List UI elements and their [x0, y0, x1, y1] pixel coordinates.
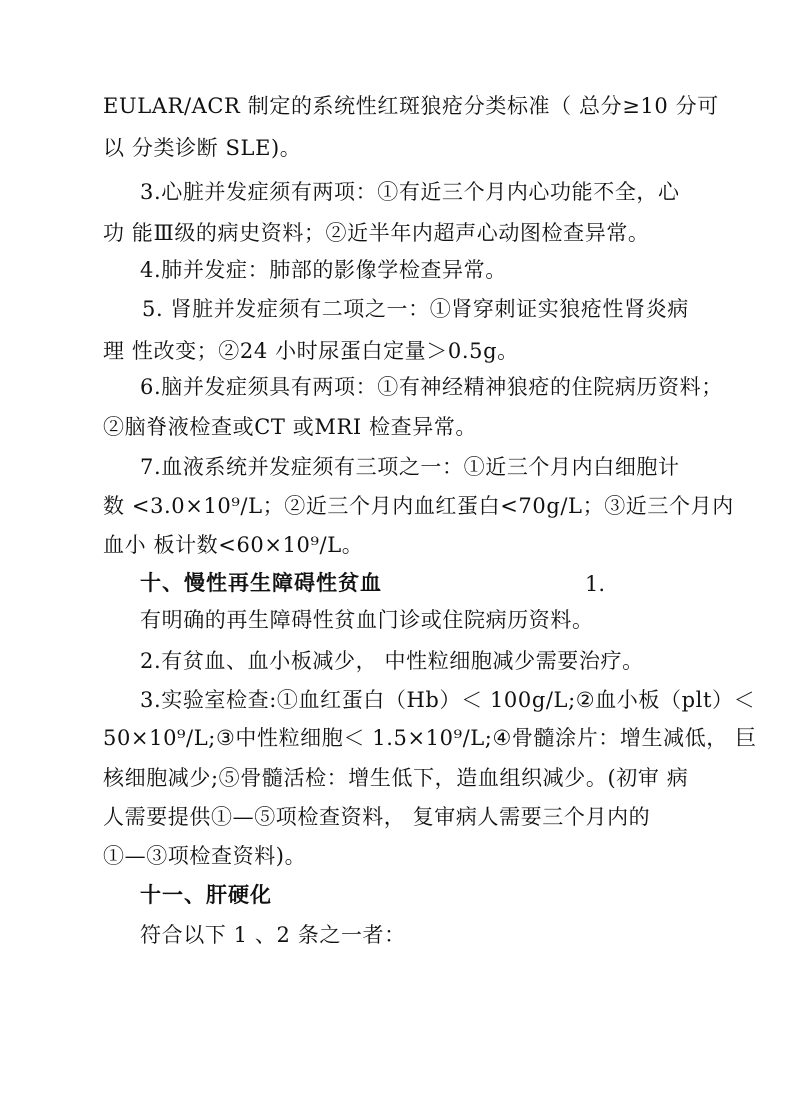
text-line: ②脑脊液检查或CT 或MRI 检查异常。 [103, 415, 478, 439]
text-line: 数 <3.0×10⁹/L；②近三个月内血红蛋白<70g/L；③近三个月内 [103, 494, 734, 518]
text-line: 功 能Ⅲ级的病史资料；②近半年内超声心动图检查异常。 [103, 221, 650, 245]
text-line: 血小 板计数<60×10⁹/L。 [103, 533, 364, 557]
text-line: 核细胞减少;⑤骨髓活检：增生低下，造血组织减少。(初审 病 [103, 766, 689, 790]
list-number: 1. [585, 572, 606, 596]
text-line: 50×10⁹/L;③中性粒细胞＜ 1.5×10⁹/L;④骨髓涂片：增生减低， 巨 [103, 726, 757, 750]
text-line: 有明确的再生障碍性贫血门诊或住院病历资料。 [140, 608, 594, 632]
text-line: EULAR/ACR 制定的系统性红斑狼疮分类标准（ 总分≥10 分可 [103, 94, 719, 118]
text-line: 人需要提供①—⑤项检查资料， 复审病人需要三个月内的 [103, 805, 651, 829]
text-line: 2.有贫血、血小板减少， 中性粒细胞减少需要治疗。 [140, 649, 644, 673]
text-line: 以 分类诊断 SLE)。 [103, 136, 302, 160]
text-line: 符合以下 1 、2 条之一者： [140, 923, 406, 947]
section-heading: 十一、肝硬化 [140, 883, 272, 907]
text-line: 3.心脏并发症须有两项：①有近三个月内心功能不全，心 [140, 180, 680, 204]
text-line: 4.肺并发症：肺部的影像学检查异常。 [140, 258, 507, 282]
text-line: 5. 肾脏并发症须有二项之一：①肾穿刺证实狼疮性肾炎病 [142, 297, 689, 321]
text-line: ①—③项检查资料)。 [103, 844, 307, 868]
text-line: 理 性改变；②24 小时尿蛋白定量＞0.5g。 [103, 339, 519, 363]
text-line: 7.血液系统并发症须有三项之一：①近三个月内白细胞计 [140, 455, 680, 479]
section-heading: 十、慢性再生障碍性贫血 [140, 571, 382, 595]
text-line: 6.脑并发症须具有两项：①有神经精神狼疮的住院病历资料； [140, 375, 723, 399]
text-line: 3.实验室检查:①血红蛋白（Hb）＜ 100g/L;②血小板（plt）＜ [140, 688, 756, 712]
